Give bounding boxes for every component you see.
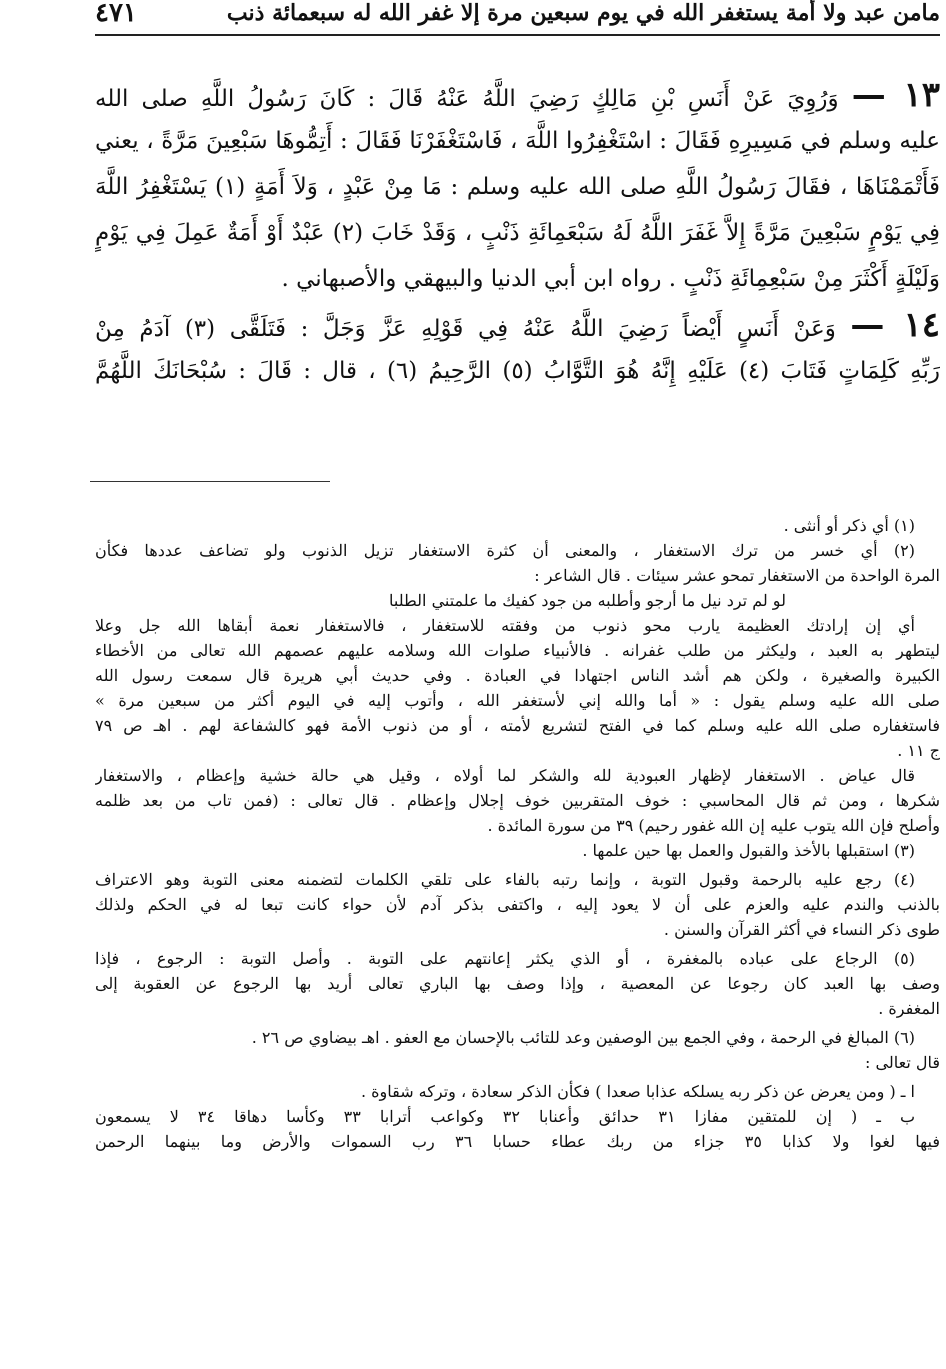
footnote-separator [90,481,330,482]
hadith-14-line [95,302,940,348]
footnote-2-verse: لو لم ترد نيل ما أرجو وأطلبه من جود كفيك ما علمتني الطلبا [389,591,786,610]
footnotes [95,513,940,1154]
footnote-2-line: ج ١١ . [897,741,940,760]
verse-b-line: فيها لغوا ولا كذابا ٣٥ جزاء من ربك عطاء حسابا ٣٦ رب السموات والأرض وما بينهما الرحمن [95,1132,940,1151]
footnote-5-line: المغفرة . [878,999,940,1018]
page-number: ٤٧١ [95,0,137,28]
footnote-6-line: قال تعالى : [865,1053,940,1072]
header-rule [95,34,940,36]
footnote-5-line: وصف بها العبد كان رجوعا عن المعصية ، وإذا وصف بها الباري تعالى أريد بها الرجوع عن العقوبة إلى [95,974,940,993]
footnote-5-line: (٥) الرجاع على عباده بالمغفرة ، أو الذي يكثر إعانتهم على التوبة . وأصل التوبة : الرجوع ، فإذا [95,949,915,968]
page-header [95,0,940,32]
hadith-14-text-2: رَبِّهِ كَلِمَاتٍ فَتَابَ (٤) عَلَيْهِ إِنَّهُ هُوَ التَّوَّابُ (٥) الرَّحِيمُ (٦) ، قال : قَالَ : سُبْحَانَكَ اللَّهُمَّ [95,358,940,384]
hadith-13-text-2: عليه وسلم في مَسِيرِهِ فَقَالَ : اسْتَغْفِرُوا اللَّهَ ، فَاسْتَغْفَرْنَا فَقَالَ : أَتِمُّوهَا سَبْعِينَ مَرَّةً ، يعني [95,128,940,154]
running-title: مامن عبد ولا أمة يستغفر الله في يوم سبعين مرة إلا غفر الله له سبعمائة ذنب [226,0,940,26]
verse-a: ا ـ ( ومن يعرض عن ذكر ربه يسلكه عذابا صعدا ) فكأن الذكر سعادة ، وتركه شقاوة . [360,1082,915,1101]
footnote-2-line: شكرها ، ومن ثم قال المحاسبي : خوف المتقربين خوف إجلال وإعظام . قال تعالى : (فمن تاب من بعد ظلمه [95,791,940,810]
hadith-13-number: ١٣ — [851,75,940,115]
footnote-4-line: طوى ذكر النساء في أكثر القرآن والسنن . [663,920,940,939]
footnote-2-line: أي إن إرادتك العظيمة يارب محو ذنوب من وفقته للاستغفار ، فالاستغفار نعمة أبقاها الله جل وعلا [95,616,915,635]
footnote-4-line: (٤) رجع عليه بالرحمة وقبول التوبة ، وإنما رتبه بالفاء على تلقي الكلمات لتضمنه معنى التوبة وهو الاعتراف [95,870,915,889]
footnote-2-line: فاستغفاره صلى الله عليه وسلم كما في الفتح لتشريع لأمته ، أو من ذنوب الأمة فهو كالشفاعة لهم . اهـ ص ٧٩ [95,716,940,735]
footnote-2-line: صلى الله عليه وسلم يقول : « أما والله إني لأستغفر الله ، وأتوب إليه في اليوم أكثر من سبعين مرة » [95,691,940,710]
footnote-2-line: وأصلح فإن الله يتوب عليه إن الله غفور رحيم) ٣٩ من سورة المائدة . [487,816,940,835]
footnote-2-line: (٢) أي خسر من ترك الاستغفار ، والمعنى أن كثرة الاستغفار تزيل الذنوب ولو تضاعف عددها فكأن [95,541,915,560]
hadith-13-text-1: وَرُوِيَ عَنْ أَنَسِ بْنِ مَالِكٍ رَضِيَ اللَّهُ عَنْهُ قَالَ : كَانَ رَسُولُ اللَّهِ صلى الله [95,86,839,112]
hadith-13-text-5: وَلَيْلَةٍ أَكْثَرَ مِنْ سَبْعِمِائَةِ ذَنْبٍ . رواه ابن أبي الدنيا والبيهقي والأصبهاني . [281,266,940,292]
hadith-13-text-3: فَأَتْمَمْنَاهَا ، فقَالَ رَسُولُ اللَّهِ صلى الله عليه وسلم : مَا مِنْ عَبْدٍ ، وَلاَ أَمَةٍ (١) يَسْتَغْفِرُ اللَّهَ [95,174,940,200]
footnote-2-line: الكبيرة والصغيرة ، ولكن هم أشد الناس اجتهادا في العبادة . وفي حديث أبي هريرة قال سمعت رسول الله [95,666,940,685]
footnote-6-line: (٦) المبالغ في الرحمة ، وفي الجمع بين الوصفين وعد للتائب بالإحسان مع العفو . اهـ بيضاوي ص ٢٦ . [251,1028,915,1047]
hadith-13-text-4: فِي يَوْمٍ سَبْعِينَ مَرَّةً إِلاَّ غَفَرَ اللَّهُ لَهُ سَبْعَمِائَةِ ذَنْبٍ ، وَقَدْ خَابَ (٢) عَبْدٌ أَوْ أَمَةٌ عَمِلَ فِي يَوْمٍ [95,220,940,246]
footnote-3: (٣) استقبلها بالأخذ والقبول والعمل بها حين علمها . [582,841,915,860]
footnote-2-line: قال عياض . الاستغفار لإظهار العبودية لله والشكر لما أولاه ، وقيل هي حالة خشية وإعظام ، والاستغفار [95,766,915,785]
footnote-4-line: بالذنب والندم عليه والعزم على أن لا يعود إليه ، واكتفى بذكر آدم لأن حواء كانت تبعا له في الحكم ولذلك [95,895,940,914]
hadith-14-number: ١٤ — [850,305,940,345]
footnote-2-line: المرة الواحدة من الاستغفار تمحو عشر سيئات . قال الشاعر : [534,566,940,585]
hadith-14-text-1: وَعَنْ أَنَسٍ أَيْضاً رَضِيَ اللَّهُ عَنْهُ فِي قَوْلِهِ عَزَّ وَجَلَّ : فَتَلَقَّى (٣) آدَمُ مِنْ [95,316,836,342]
verse-b-line: ب ـ ( إن للمتقين مفازا ٣١ حدائق وأعنابا ٣٢ وكواعب أترابا ٣٣ وكأسا دهاقا ٣٤ لا يسمعون [95,1107,916,1126]
hadith-13-line [95,72,940,118]
footnote-1: (١) أي ذكر أو أنثى . [783,516,915,535]
footnote-2-line: ليتطهر به العبد ، وليكثر من طلب غفرانه . فالأنبياء صلوات الله وسلامه عليهم عصمهم الله تعالى من الأخطاء [95,641,940,660]
main-text [95,72,940,394]
